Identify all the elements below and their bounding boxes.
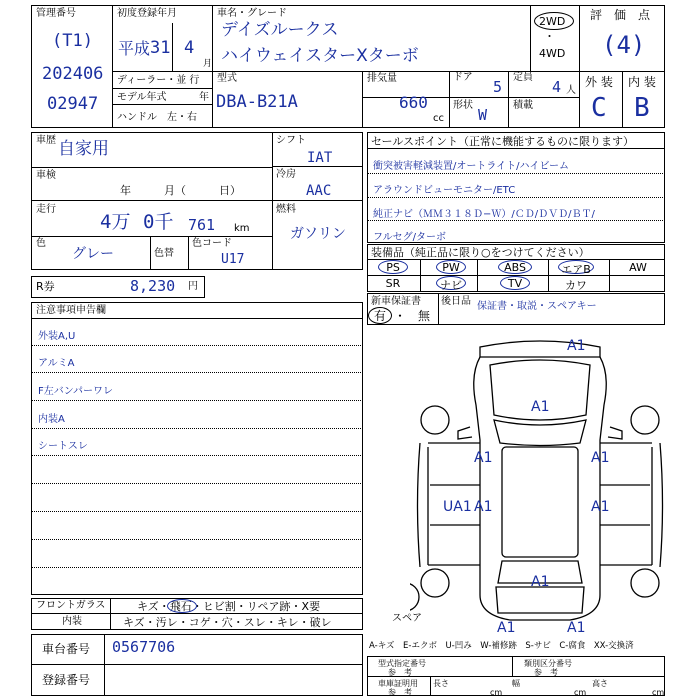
length-label: 長さ [433, 679, 449, 688]
registration-label: 登録番号 [42, 673, 91, 687]
type-cert-ref: 参 考 [388, 668, 412, 677]
history-value: 自家用 [58, 139, 109, 159]
selling-point-1: 衝突被害軽減装置/オートライト/ハイビーム [373, 161, 570, 172]
damage-left-door-2: A1 [474, 499, 493, 515]
damage-legend: A-キズ E-エクボ U-凹み W-補修跡 S-サビ C-腐食 XX-交換済 [369, 641, 634, 651]
note-line-3: F左バンパーワレ [38, 386, 114, 397]
type-label: 型式 [217, 73, 237, 84]
first-reg-label: 初度登録年月 [117, 8, 177, 19]
shaken-label: 車検 [36, 170, 56, 181]
damage-left-door: UA1 [443, 499, 472, 515]
mileage-unit: km [234, 223, 250, 234]
color-change-label: 色替 [154, 248, 174, 259]
selling-point-3: 純正ナビ（ＭＭ３１８Ｄ−Ｗ）/ＣＤ/ＤＶＤ/ＢＴ/ [373, 209, 595, 220]
exterior-grade: C [591, 93, 607, 123]
width-cm: cm [574, 688, 587, 697]
shift-value: IAT [307, 150, 333, 166]
shape-label: 形状 [453, 100, 473, 111]
equip-navi: ナビ [440, 279, 462, 292]
ac-label: 冷房 [276, 169, 296, 180]
damage-front-a1: A1 [567, 338, 586, 354]
chassis-value: 0567706 [112, 638, 176, 656]
interior-grade: B [634, 93, 650, 123]
mgmt-number-1: 202406 [42, 64, 104, 84]
warranty-sep: ・ [394, 309, 407, 323]
height-cm: cm [652, 688, 665, 697]
equip-aw: AW [629, 261, 647, 274]
front-glass-items: キズ・飛石・ヒビ割・リペア跡・X要 [137, 600, 321, 613]
reg-month: 4 [184, 38, 195, 58]
color-code-label: 色コード [192, 238, 232, 249]
damage-right-front-fender: A1 [591, 450, 610, 466]
damage-rear-left: A1 [497, 620, 516, 636]
shape-value: W [478, 106, 488, 124]
interior-items: キズ・汚レ・コゲ・穴・スレ・キレ・破レ [123, 616, 332, 629]
doors-value: 5 [493, 78, 503, 96]
mileage-sen: 0千 [143, 211, 174, 233]
stone-chip-circle [167, 599, 197, 613]
equipment-title: 装備品（純正品に限り○をつけてください） [371, 246, 590, 259]
drive-2wd: 2WD [539, 15, 566, 28]
mileage-label: 走行 [36, 204, 56, 215]
interior-label: 内 装 [628, 75, 656, 89]
month-unit: 月 [203, 59, 213, 69]
damage-hood: A1 [531, 399, 550, 415]
selling-point-4: フルセグ/ターボ [373, 232, 446, 243]
notes-title: 注意事項申告欄 [36, 305, 106, 316]
fuel-label: 燃料 [276, 204, 296, 215]
warranty-yes: 有 [374, 309, 387, 323]
damage-roof-rear: A1 [531, 574, 550, 590]
note-line-1: 外装A,U [38, 331, 76, 342]
after-items-label: 後日品 [441, 296, 471, 307]
color-code: U17 [221, 252, 245, 267]
mileage-man: 4万 [100, 211, 131, 233]
equip-ps: PS [386, 261, 400, 274]
handle-label: ハンドル 左・右 [117, 112, 197, 123]
type-cert-label: 型式指定番号 [378, 659, 426, 668]
damage-right-door: A1 [591, 499, 610, 515]
capacity-label: 定員 [513, 72, 533, 83]
car-diagram [410, 335, 670, 635]
damage-rear-right: A1 [567, 620, 586, 636]
interior-label-bottom: 内装 [62, 616, 82, 627]
mgmt-code: (T1) [52, 31, 93, 51]
drive-4wd: 4WD [539, 47, 566, 60]
warranty-no: 無 [418, 309, 431, 323]
equip-leather: カワ [565, 279, 587, 292]
note-line-2: アルミA [38, 358, 75, 369]
cc-unit: cc [433, 113, 444, 124]
width-label: 幅 [512, 679, 520, 688]
history-label: 車歴 [36, 135, 56, 146]
note-line-4: 内装A [38, 414, 65, 425]
mileage-rest: 761 [188, 216, 216, 234]
model-year-unit: 年 [199, 92, 209, 103]
damage-left-front-fender: A1 [474, 450, 493, 466]
recycle-label: R券 [36, 280, 55, 293]
capacity-value: 4 [552, 78, 562, 96]
reg-year: 31 [150, 38, 171, 58]
displacement-value: 660 [399, 93, 428, 112]
class-no-ref: 参 考 [534, 668, 558, 677]
equip-airbag: エアB [561, 263, 591, 276]
car-name: デイズルークス [221, 20, 339, 40]
selling-points-title: セールスポイント（正常に機能するものに限ります） [371, 135, 635, 148]
name-label: 車名・グレード [217, 8, 287, 19]
front-glass-label: フロントガラス [36, 600, 106, 611]
recycle-value: 8,230 [130, 277, 176, 295]
door-label: ドア [453, 72, 473, 83]
reg-era: 平成 [118, 39, 151, 58]
garage-cert-ref: 参 考 [388, 688, 412, 697]
selling-point-2: アラウンドビューモニター/ETC [373, 185, 516, 196]
class-no-label: 類別区分番号 [524, 659, 572, 668]
after-items-value: 保証書・取説・スペアキー [477, 301, 597, 312]
spare-label: スペア [392, 613, 422, 624]
exterior-label: 外 装 [585, 75, 613, 89]
shaken-text: 年 月（ 日） [120, 184, 241, 197]
equip-tv: TV [507, 277, 523, 290]
warranty-label: 新車保証書 [371, 296, 421, 307]
equip-sr: SR [385, 277, 401, 290]
drive-dot: ・ [544, 30, 555, 43]
mgmt-label: 管理番号 [36, 8, 76, 19]
displacement-label: 排気量 [367, 73, 397, 84]
note-line-5: シートスレ [38, 441, 88, 452]
equip-abs: ABS [504, 261, 526, 274]
type-code: DBA-B21A [216, 92, 298, 112]
color-label: 色 [36, 238, 46, 249]
chassis-label: 車台番号 [42, 642, 91, 656]
equip-pw: PW [442, 261, 460, 274]
car-grade: ハイウェイスターXターボ [221, 46, 419, 66]
ac-value: AAC [306, 183, 332, 199]
score-value: (4) [602, 31, 646, 59]
recycle-frame [31, 276, 205, 298]
model-year-label: モデル年式 [117, 92, 167, 103]
height-label: 高さ [592, 679, 608, 688]
dealer-label: ディーラー・並 行 [117, 75, 200, 86]
fuel-value: ガソリン [290, 226, 346, 242]
shift-label: シフト [276, 135, 306, 146]
load-label: 積載 [513, 100, 533, 111]
mgmt-number-2: 02947 [47, 94, 99, 114]
color-value: グレー [72, 246, 114, 262]
recycle-unit: 円 [188, 281, 198, 292]
capacity-unit: 人 [566, 85, 576, 96]
score-label: 評 価 点 [590, 8, 651, 22]
garage-cert-label: 車庫証明用 [378, 679, 418, 688]
length-cm: cm [490, 688, 503, 697]
